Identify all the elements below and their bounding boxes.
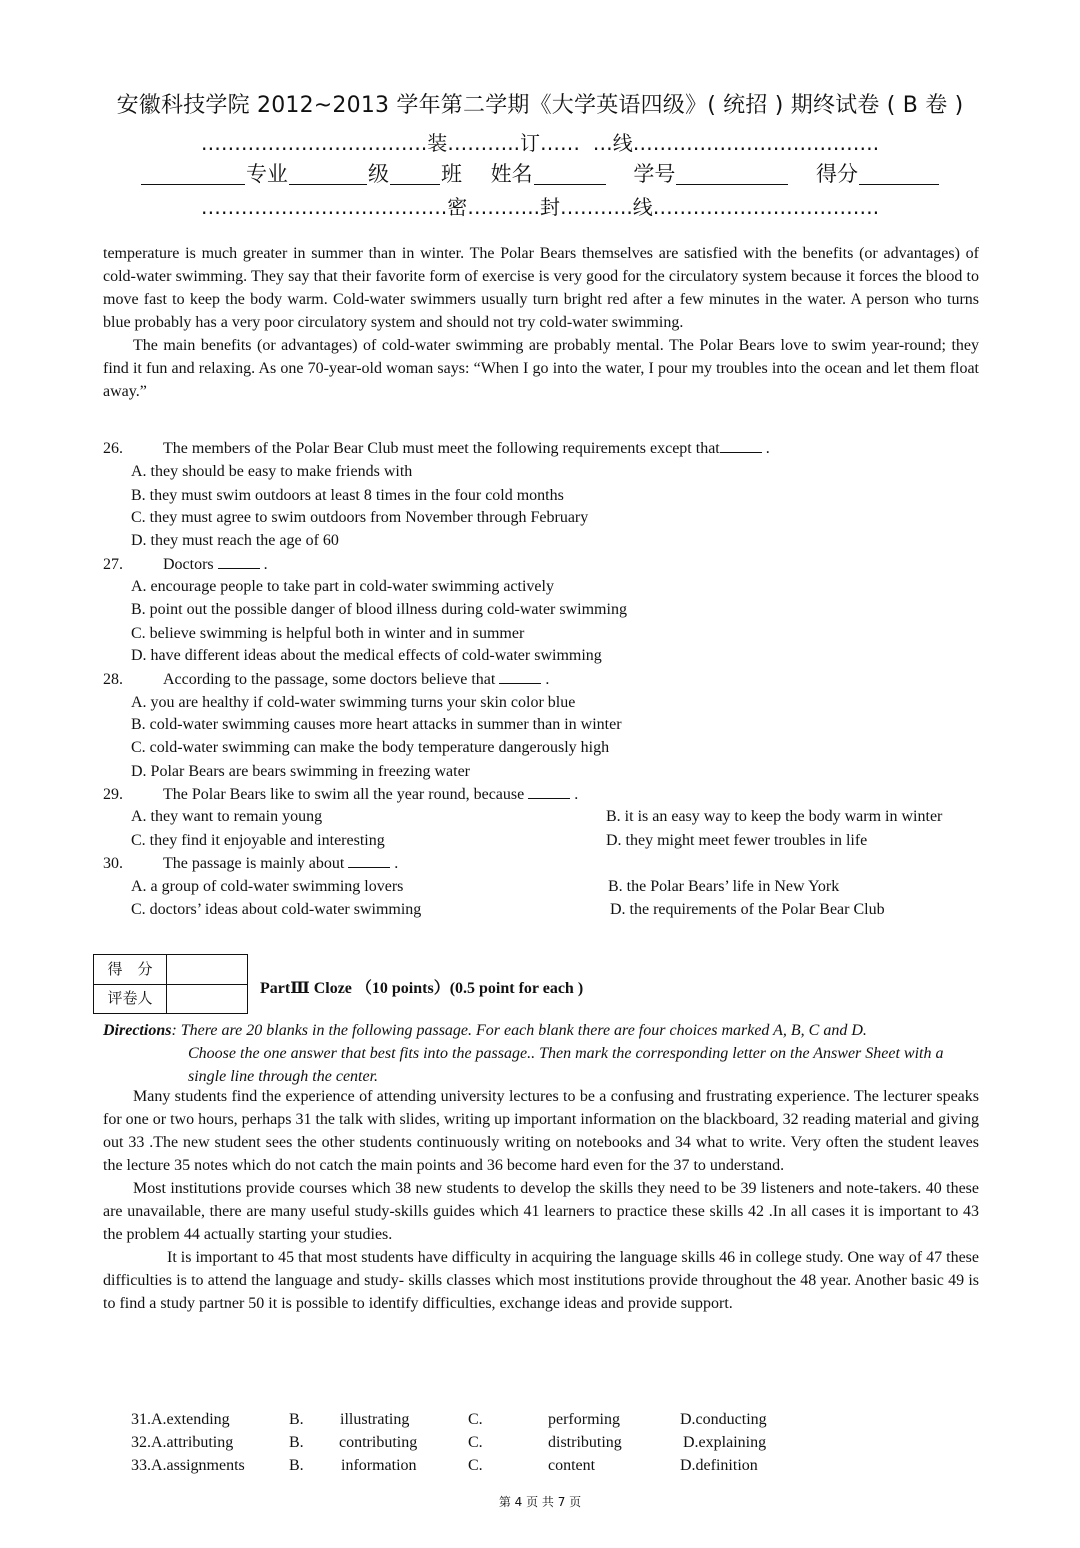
name-label: 姓名 [490,162,533,186]
directions-line [103,1019,979,1042]
choice-c: distributing [548,1434,622,1451]
grader-label: 评卷人 [94,984,167,1013]
choice-c-letter: C. [468,1457,483,1474]
cloze-paragraph: Many students find the experience of attending university lectures to be a confusing and frustrating experience. The lecturer speaks for one or two hours, perhaps 31 the talk with slides, writing up important information on the blackboard, 32 reading material and giving out 33 .The new student sees the other students continuously writing on notebooks and 34 what to write. Very often the student leaves the lecture 35 notes which do not catch the main points and 36 become hard even for the 37 to understand. [103,1088,979,1174]
answer-blank [348,852,390,868]
option-29b: B. it is an easy way to keep the body warm in winter [606,808,943,825]
student-id-blank [676,162,788,185]
choice-b: illustrating [340,1411,410,1428]
choice-a: 33.A.assignments [131,1457,245,1474]
option-29a: A. they want to remain young [131,808,323,825]
major-blank [141,162,245,185]
option-30c: C. doctors’ ideas about cold-water swimming [131,901,422,918]
part-title: PartⅢ Cloze （10 points）(0.5 point for each ) [260,980,584,997]
passage-paragraph: temperature is much greater in summer than in winter. The Polar Bears themselves are satisfied with the benefits (or advantages) of cold-water swimming. They say that their favorite form of exercise is very good for the circulatory system because it forces the blood to move fast to keep the body warm. Cold-water swimmers usually turn bright red after a few minutes in the water. A person who turns blue probably has a very poor circulatory system and should not try cold-water swimming. [103,245,979,331]
option-26d: D. they must reach the age of 60 [131,532,339,549]
binding-line-top: …………………………….装………..订…… …线………………………………. [200,131,880,155]
choice-a: 31.A.extending [131,1411,230,1428]
option-26c: C. they must agree to swim outdoors from November through February [131,509,589,526]
cloze-paragraph: It is important to 45 that most students have difficulty in acquiring the language skills 46 in college study. One way of 47 these difficulties is to attend the language and study- skills classes which most institutions provide throughout the 48 year. Another basic 49 is to find a study partner 50 it is possible to identify difficulties, exchange ideas and provide support. [103,1249,979,1312]
question-number: 28. [103,671,123,688]
choice-b-letter: B. [289,1457,304,1474]
passage-paragraph: The main benefits (or advantages) of cold-water swimming are probably mental. The Polar Bears love to swim year-round; they find it fun and relaxing. As one 70-year-old woman says: “When I go into the water, I pour my troubles into the ocean and let them float away.” [103,337,979,400]
directions-label: Directions [103,1022,172,1039]
answer-blank [720,437,762,453]
cloze-paragraph: Most institutions provide courses which 38 new students to develop the skills they need to be 39 listeners and note-takers. 40 these are unavailable, there are many useful study-skills guides which 41 learners to practice these skills 42 .In all cases it is important to 43 the problem 44 actually starting your studies. [103,1180,979,1243]
question-stem: The passage is mainly about . [163,852,398,875]
grader-row [94,984,247,1013]
choice-b-letter: B. [289,1434,304,1451]
option-30b: B. the Polar Bears’ life in New York [608,878,840,895]
choice-b: contributing [339,1434,418,1451]
question-number: 27. [103,556,123,573]
grade-blank [289,162,367,185]
binding-line-bottom: ……………………………….密………..封………..线……………………………. [200,195,880,219]
question-stem: According to the passage, some doctors believe that . [163,668,549,691]
option-26b: B. they must swim outdoors at least 8 times in the four cold months [131,487,564,504]
choice-d: D.conducting [680,1411,767,1428]
directions-continued: Choose the one answer that best fits into the passage.. Then mark the corresponding letter on the Answer Sheet with a single line through the center. [188,1045,944,1085]
option-30d: D. the requirements of the Polar Bear Club [610,901,885,918]
grade-label: 级 [367,162,389,186]
directions [103,1019,979,1088]
reading-passage [103,242,979,403]
question-stem: Doctors . [163,553,268,576]
option-29d: D. they might meet fewer troubles in life [606,832,868,849]
option-28d: D. Polar Bears are bears swimming in freezing water [131,763,470,780]
choice-b: information [341,1457,417,1474]
class-label: 班 [440,162,462,186]
choice-d: D.explaining [683,1434,767,1451]
option-28c: C. cold-water swimming can make the body temperature dangerously high [131,739,610,756]
option-26a: A. they should be easy to make friends with [131,463,413,480]
name-blank [534,162,606,185]
choice-c: content [548,1457,596,1474]
answer-blank [218,553,260,569]
choice-b-letter: B. [289,1411,304,1428]
class-blank [390,162,440,185]
student-id-label: 学号 [633,162,676,186]
answer-blank [499,668,541,684]
score-blank [859,162,939,185]
question-stem: The members of the Polar Bear Club must meet the following requirements except that . [163,437,770,460]
option-28b: B. cold-water swimming causes more heart attacks in summer than in winter [131,716,622,733]
student-info-line [0,158,1080,188]
directions-text: : There are 20 blanks in the following passage. For each blank there are four choices marked A, B, C and D. [171,1022,867,1039]
option-27d: D. have different ideas about the medical effects of cold-water swimming [131,647,602,664]
exam-title: 安徽科技学院 2012~2013 学年第二学期《大学英语四级》( 统招 ) 期终试卷 ( B 卷 ) [116,93,964,118]
score-box-label: 得 分 [94,955,167,984]
question-stem: The Polar Bears like to swim all the year round, because . [163,783,578,806]
choice-c-letter: C. [468,1411,483,1428]
choice-d: D.definition [680,1457,758,1474]
question-number: 26. [103,440,123,457]
choice-a: 32.A.attributing [131,1434,234,1451]
answer-blank [528,783,570,799]
option-29c: C. they find it enjoyable and interesting [131,832,385,849]
cloze-passage [103,1085,979,1315]
page-footer: 第 4 页 共 7 页 [498,1495,582,1509]
option-30a: A. a group of cold-water swimming lovers [131,878,404,895]
question-number: 29. [103,786,123,803]
option-27b: B. point out the possible danger of blood illness during cold-water swimming [131,601,627,618]
option-27a: A. encourage people to take part in cold-water swimming actively [131,578,554,595]
score-row [94,955,247,985]
choice-c: performing [548,1411,620,1428]
option-28a: A. you are healthy if cold-water swimming turns your skin color blue [131,694,576,711]
score-box [93,954,248,1014]
major-label: 专业 [245,162,288,186]
question-number: 30. [103,855,123,872]
choice-c-letter: C. [468,1434,483,1451]
option-27c: C. believe swimming is helpful both in winter and in summer [131,625,525,642]
score-label: 得分 [816,162,859,186]
